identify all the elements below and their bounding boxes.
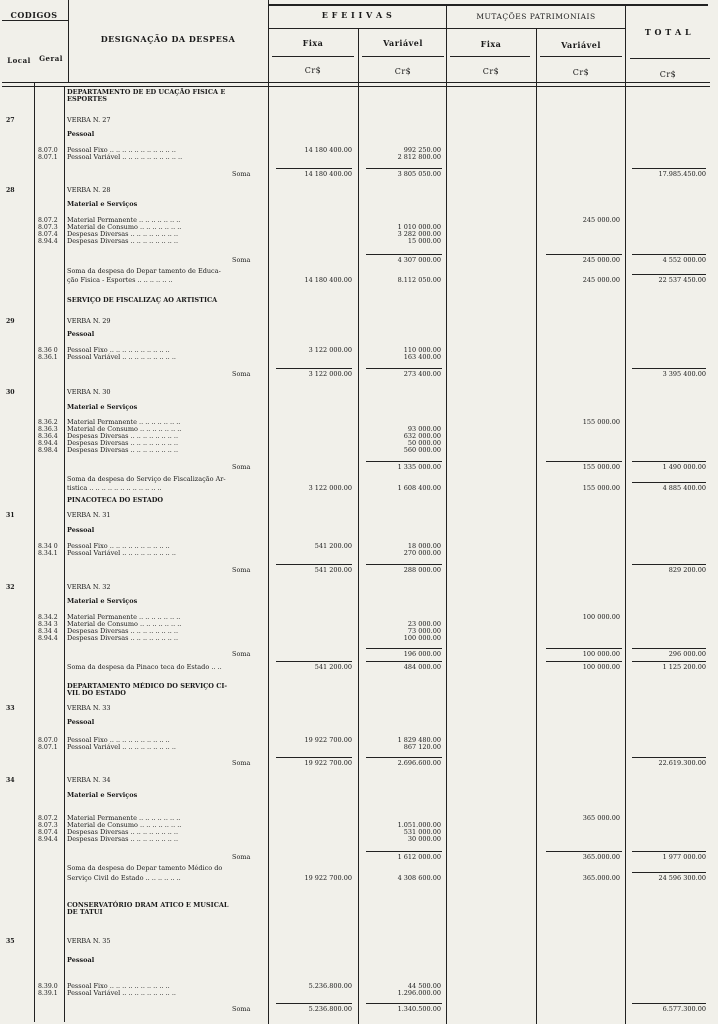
sum-underline	[632, 482, 706, 483]
sum-underline	[366, 254, 442, 255]
sum-underline	[276, 661, 352, 662]
soma-label: Soma	[232, 759, 251, 767]
row-description: Pessoal Fixo .. .. .. .. .. .. .. .. .. .. ..	[67, 146, 176, 154]
header-efetivas: E F E I I V A S	[321, 10, 393, 20]
local-code: 8.36.4	[38, 433, 58, 440]
header-designacao: DESIGNAÇÃO DA DESPESA	[100, 34, 236, 44]
row-description: Despesas Diversas .. .. .. .. .. .. .. ..	[67, 828, 179, 836]
amount-ev: 18 000.00	[407, 542, 441, 550]
row-description: Despesas Diversas .. .. .. .. .. .. .. ..	[67, 237, 179, 245]
row-description: Material Permanente .. .. .. .. .. .. ..	[67, 216, 181, 224]
section-heading: PINACOTECA DO ESTADO	[67, 496, 164, 504]
header-mf-fixa: Fixa	[480, 39, 502, 49]
row-description: Pessoal Variável .. .. .. .. .. .. .. .. ..	[67, 743, 176, 751]
header-rule-2	[2, 86, 710, 87]
row-description: Material de Consumo .. .. .. .. .. .. ..	[67, 821, 182, 829]
row-description: Soma da despesa da Pinaco teca do Estado .. ..	[67, 663, 222, 671]
header-cr-mf: Cr$	[482, 67, 500, 76]
soma-label: Soma	[232, 256, 251, 264]
row-description: Pessoal Fixo .. .. .. .. .. .. .. .. .. ..	[67, 346, 170, 354]
header-mutacoes: MUTAÇÕES PATRIMONIAIS	[476, 12, 596, 21]
amount-tot: 4 885 400.00	[662, 484, 706, 492]
amount-ef: 3 122 000.00	[308, 346, 352, 354]
amount-ev: 4 308 600.00	[397, 874, 441, 882]
row-description: Material de Consumo .. .. .. .. .. .. ..	[67, 223, 182, 231]
row-description: Material de Consumo .. .. .. .. .. .. ..	[67, 620, 182, 628]
amount-mv: 155 000.00	[582, 484, 620, 492]
amount-ev: 632 000.00	[403, 432, 441, 440]
row-description: Material Permanente .. .. .. .. .. .. ..	[67, 418, 181, 426]
sum-underline	[632, 661, 706, 662]
row-description: Pessoal Fixo .. .. .. .. .. .. .. .. .. ..	[67, 982, 170, 990]
geral-code: 34	[6, 777, 15, 784]
amount-ev: 1 010 000.00	[397, 223, 441, 231]
amount-tot: 24 596 300.00	[658, 874, 706, 882]
col-rule-desc	[64, 86, 65, 1022]
amount-ev: 163 400.00	[403, 353, 441, 361]
soma-label: Soma	[232, 170, 251, 178]
sum-underline	[632, 564, 706, 565]
row-description: Pessoal Fixo .. .. .. .. .. .. .. .. .. ..	[67, 736, 170, 744]
header-cr-mv: Cr$	[572, 68, 590, 77]
section-heading: SERVIÇO DE FISCALIZAÇ AO ARTISTICA	[67, 296, 218, 304]
amount-ev: 110 000.00	[403, 346, 441, 354]
row-description: VERBA N. 30	[67, 388, 111, 396]
row-description: VERBA N. 35	[67, 937, 111, 945]
local-code: 8.07.0	[38, 147, 58, 154]
local-code: 8.07.1	[38, 744, 58, 751]
amount-ev: 1.340.500.00	[397, 1005, 441, 1013]
cr-rule-4	[540, 56, 622, 57]
geral-code: 29	[6, 318, 15, 325]
row-description: Pessoal	[67, 526, 95, 534]
soma-label: Soma	[232, 566, 251, 574]
row-description: VIL DO ESTADO	[67, 689, 126, 697]
amount-tot: 1 490 000.00	[662, 463, 706, 471]
row-description: Material e Serviços	[67, 200, 138, 208]
amount-ev: 484 000.00	[403, 663, 441, 671]
header-ef-fixa: Fixa	[302, 38, 324, 48]
col-rule-geral	[34, 82, 35, 1022]
sum-underline	[546, 648, 622, 649]
local-code: 8.39.0	[38, 983, 58, 990]
amount-ev: 44 500.00	[407, 982, 441, 990]
amount-ev: 270 000.00	[403, 549, 441, 557]
amount-mv: 365.000.00	[582, 853, 620, 861]
header-ev-variavel: Variável	[383, 38, 423, 48]
geral-code: 27	[6, 117, 15, 124]
row-description: VERBA N. 29	[67, 317, 111, 325]
local-code: 8.34 0	[38, 543, 58, 550]
geral-code: 35	[6, 938, 15, 945]
sum-underline	[632, 648, 706, 649]
sum-underline	[546, 851, 622, 852]
sum-underline	[632, 872, 706, 873]
section-heading: DEPARTAMENTO DE ED UCAÇÃO FISICA E	[67, 88, 226, 96]
section-heading: CONSERVATÓRIO DRAM ATICO E MUSICAL	[67, 901, 229, 909]
amount-mv: 155 000.00	[582, 418, 620, 426]
amount-ev: 2.696.600.00	[397, 759, 441, 767]
row-description: Despesas Diversas .. .. .. .. .. .. .. ..	[67, 627, 179, 635]
amount-ev: 8.112 050.00	[397, 276, 441, 284]
local-code: 8.39.1	[38, 990, 58, 997]
amount-ev: 288 000.00	[403, 566, 441, 574]
header-cr-ef: Cr$	[304, 66, 322, 75]
amount-ef: 19 922 700.00	[304, 759, 352, 767]
local-code: 8.07.4	[38, 829, 58, 836]
amount-ev: 1.296.000.00	[397, 989, 441, 997]
amount-ef: 14 180 400.00	[304, 170, 352, 178]
soma-label: Soma	[232, 853, 251, 861]
header-geral: Geral	[39, 54, 63, 63]
row-description: Despesas Diversas .. .. .. .. .. .. .. ..	[67, 439, 179, 447]
amount-ef: 14 180 400.00	[304, 146, 352, 154]
amount-ev: 992 250.00	[403, 146, 441, 154]
amount-mv: 100 000.00	[582, 663, 620, 671]
amount-ef: 19 922 700.00	[304, 736, 352, 744]
amount-ef: 5.236.800.00	[308, 982, 352, 990]
amount-ev: 3 282 000.00	[397, 230, 441, 238]
header-rule	[2, 82, 710, 83]
amount-tot: 1 977 000.00	[662, 853, 706, 861]
sum-underline	[632, 368, 706, 369]
amount-ef: 5.236.800.00	[308, 1005, 352, 1013]
cr-rule-5	[630, 58, 710, 59]
amount-ev: 1.051.000.00	[397, 821, 441, 829]
local-code: 8.34.1	[38, 550, 58, 557]
col-rule-mv	[625, 4, 626, 1024]
soma-label: Soma	[232, 650, 251, 658]
amount-mv: 245 000.00	[582, 256, 620, 264]
amount-tot: 829 200.00	[668, 566, 706, 574]
sum-underline	[632, 254, 706, 255]
amount-tot: 3 395 400.00	[662, 370, 706, 378]
local-code: 8.07.0	[38, 737, 58, 744]
amount-ef: 541 200.00	[314, 663, 352, 671]
row-description: Pessoal Fixo .. .. .. .. .. .. .. .. .. ..	[67, 542, 170, 550]
row-description: ESPORTES	[67, 95, 107, 103]
amount-mv: 245 000.00	[582, 276, 620, 284]
geral-code: 33	[6, 705, 15, 712]
amount-ev: 30 000.00	[407, 835, 441, 843]
amount-tot: 6.577.300.00	[662, 1005, 706, 1013]
amount-ef: 541 200.00	[314, 566, 352, 574]
row-description: VERBA N. 34	[67, 776, 111, 784]
row-description: Material Permanente .. .. .. .. .. .. ..	[67, 814, 181, 822]
row-description: Pessoal Variável .. .. .. .. .. .. .. .. .. ..	[67, 153, 183, 161]
amount-ev: 1 829 480.00	[397, 736, 441, 744]
soma-label: Soma	[232, 1005, 251, 1013]
amount-mv: 155 000.00	[582, 463, 620, 471]
geral-code: 30	[6, 389, 15, 396]
amount-ef: 3 122 000.00	[308, 370, 352, 378]
row-description: ção Fisica - Esportes .. .. .. .. .. ..	[67, 276, 173, 284]
local-code: 8.98.4	[38, 447, 58, 454]
cr-rule-3	[450, 56, 530, 57]
row-description: Soma da despesa do Depar tamento Médico do	[67, 864, 223, 872]
soma-label: Soma	[232, 463, 251, 471]
local-code: 8.34 4	[38, 628, 58, 635]
amount-ev: 1 608 400.00	[397, 484, 441, 492]
sum-underline	[366, 368, 442, 369]
local-code: 8.07.2	[38, 815, 58, 822]
amount-ev: 196 000.00	[403, 650, 441, 658]
cr-rule-2	[362, 56, 444, 57]
row-description: Pessoal	[67, 130, 95, 138]
sum-underline	[366, 168, 442, 169]
row-description: Material e Serviços	[67, 403, 138, 411]
row-description: Soma da despesa do Serviço de Fiscalização Ar-	[67, 475, 226, 483]
sum-underline	[632, 274, 706, 275]
amount-tot: 296 000.00	[668, 650, 706, 658]
row-description: Despesas Diversas .. .. .. .. .. .. .. ..	[67, 446, 179, 454]
sum-underline	[366, 757, 442, 758]
row-description: Despesas Diversas .. .. .. .. .. .. .. ..	[67, 634, 179, 642]
row-description: Pessoal Variável .. .. .. .. .. .. .. .. ..	[67, 353, 176, 361]
amount-ev: 100 000.00	[403, 634, 441, 642]
sum-underline	[546, 461, 622, 462]
row-description: VERBA N. 28	[67, 186, 111, 194]
local-code: 8.94.4	[38, 635, 58, 642]
local-code: 8.94.4	[38, 440, 58, 447]
row-description: tistica .. .. .. .. .. .. .. .. .. .. .. ..	[67, 484, 162, 492]
header-local: Local	[7, 56, 31, 65]
header-cr-ev: Cr$	[394, 67, 412, 76]
row-description: VERBA N. 32	[67, 583, 111, 591]
row-description: Pessoal Variável .. .. .. .. .. .. .. .. ..	[67, 989, 176, 997]
local-code: 8.36.1	[38, 354, 58, 361]
top-rule	[268, 4, 708, 6]
amount-ev: 50 000.00	[407, 439, 441, 447]
cr-rule-1	[272, 56, 354, 57]
amount-ev: 531 000.00	[403, 828, 441, 836]
header-mv-variavel: Variável	[561, 40, 601, 50]
col-rule-mf	[536, 28, 537, 1024]
amount-ev: 15 000.00	[407, 237, 441, 245]
codigos-rule	[2, 20, 68, 21]
amount-tot: 22 537 450.00	[658, 276, 706, 284]
amount-ev: 1 612 000.00	[397, 853, 441, 861]
row-description: VERBA N. 27	[67, 116, 111, 124]
row-description: Material e Serviços	[67, 597, 138, 605]
row-description: Pessoal	[67, 330, 95, 338]
geral-code: 31	[6, 512, 15, 519]
row-description: Pessoal Variável .. .. .. .. .. .. .. .. ..	[67, 549, 176, 557]
local-code: 8.07.3	[38, 224, 58, 231]
sum-underline	[366, 564, 442, 565]
amount-ef: 541 200.00	[314, 542, 352, 550]
amount-ev: 867 120.00	[403, 743, 441, 751]
sum-underline	[632, 851, 706, 852]
sum-underline	[632, 757, 706, 758]
row-description: Pessoal	[67, 718, 95, 726]
amount-mv: 100 000.00	[582, 650, 620, 658]
row-description: Despesas Diversas .. .. .. .. .. .. .. ..	[67, 835, 179, 843]
sum-underline	[366, 1003, 442, 1004]
row-description: Despesas Diversas .. .. .. .. .. .. .. ..	[67, 432, 179, 440]
row-description: Serviço Civil do Estado .. .. .. .. .. ..	[67, 874, 181, 882]
amount-ev: 73 000.00	[407, 627, 441, 635]
sum-underline	[276, 1003, 352, 1004]
amount-ef: 19 922 700.00	[304, 874, 352, 882]
sum-underline	[546, 254, 622, 255]
local-code: 8.07.2	[38, 217, 58, 224]
row-description: Material de Consumo .. .. .. .. .. .. ..	[67, 425, 182, 433]
local-code: 8.36.2	[38, 419, 58, 426]
local-code: 8.07.4	[38, 231, 58, 238]
col-rule-ev	[446, 4, 447, 1024]
geral-code: 32	[6, 584, 15, 591]
header-total: T O T A L	[644, 27, 692, 37]
sum-underline	[546, 661, 622, 662]
amount-ev: 1 335 000.00	[397, 463, 441, 471]
sum-underline	[366, 648, 442, 649]
row-description: DE TATUI	[67, 908, 103, 916]
row-description: Material Permanente .. .. .. .. .. .. ..	[67, 613, 181, 621]
amount-ef: 14 180 400.00	[304, 276, 352, 284]
col-rule-ef	[358, 28, 359, 1024]
amount-tot: 1 125 200.00	[662, 663, 706, 671]
amount-mv: 100 000.00	[582, 613, 620, 621]
sum-underline	[276, 757, 352, 758]
col-rule-desc-right	[268, 0, 269, 1024]
sum-underline	[276, 368, 352, 369]
header-codigos: CODIGOS	[10, 10, 58, 20]
section-heading: DEPARTAMENTO MÉDICO DO SERVIÇO CI-	[67, 682, 228, 690]
sum-underline	[366, 461, 442, 462]
local-code: 8.34.2	[38, 614, 58, 621]
local-code: 8.94.4	[38, 238, 58, 245]
amount-mv: 365.000.00	[582, 874, 620, 882]
sum-underline	[366, 661, 442, 662]
sum-underline	[366, 851, 442, 852]
col-rule-codigos	[68, 0, 69, 82]
amount-ev: 560 000.00	[403, 446, 441, 454]
amount-ev: 3 805 050.00	[397, 170, 441, 178]
amount-ev: 23 000.00	[407, 620, 441, 628]
sum-underline	[276, 564, 352, 565]
row-description: Despesas Diversas .. .. .. .. .. .. .. ..	[67, 230, 179, 238]
geral-code: 28	[6, 187, 15, 194]
local-code: 8.07.3	[38, 822, 58, 829]
amount-ev: 93 000.00	[407, 425, 441, 433]
amount-tot: 22.619.300.00	[658, 759, 706, 767]
amount-ev: 2 812 800.00	[397, 153, 441, 161]
local-code: 8.36 0	[38, 347, 58, 354]
amount-ev: 4 307 000.00	[397, 256, 441, 264]
amount-ev: 273 400.00	[403, 370, 441, 378]
local-code: 8.34 3	[38, 621, 58, 628]
row-description: Material e Serviços	[67, 791, 138, 799]
local-code: 8.94.4	[38, 836, 58, 843]
sum-underline	[276, 168, 352, 169]
row-description: VERBA N. 33	[67, 704, 111, 712]
local-code: 8.07.1	[38, 154, 58, 161]
row-description: VERBA N. 31	[67, 511, 111, 519]
amount-ef: 3 122 000.00	[308, 484, 352, 492]
row-description: Soma da despesa do Depar tamento de Educa-	[67, 267, 221, 275]
amount-tot: 17.985.450.00	[658, 170, 706, 178]
sum-underline	[632, 461, 706, 462]
sum-underline	[632, 168, 706, 169]
amount-mv: 245 000.00	[582, 216, 620, 224]
amount-tot: 4 552 000.00	[662, 256, 706, 264]
amount-mv: 365 000.00	[582, 814, 620, 822]
soma-label: Soma	[232, 370, 251, 378]
local-code: 8.36.3	[38, 426, 58, 433]
header-cr-total: Cr$	[659, 70, 677, 79]
sum-underline	[632, 1003, 706, 1004]
row-description: Pessoal	[67, 956, 95, 964]
